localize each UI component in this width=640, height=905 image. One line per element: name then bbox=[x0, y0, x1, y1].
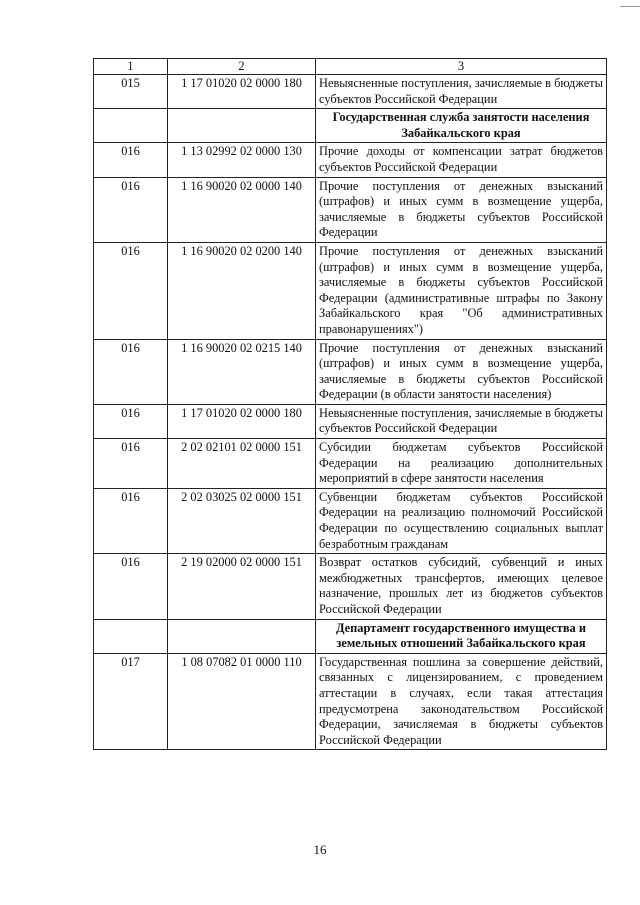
page-number: 16 bbox=[313, 842, 327, 857]
admin-code-cell: 016 bbox=[94, 554, 168, 619]
revenue-code-cell: 1 08 07082 01 0000 110 bbox=[168, 653, 316, 750]
section-heading-row bbox=[94, 109, 607, 143]
table-row bbox=[94, 143, 607, 177]
description-cell: Прочие поступления от денежных взысканий (штрафов) и иных сумм в возмещение ущерба, зачисляемые в бюджеты субъектов Российской Федерации bbox=[316, 177, 607, 242]
table-row bbox=[94, 488, 607, 553]
table-row bbox=[94, 404, 607, 438]
revenue-code-cell: 2 19 02000 02 0000 151 bbox=[168, 554, 316, 619]
admin-code-cell: 016 bbox=[94, 143, 168, 177]
description-cell: Невыясненные поступления, зачисляемые в бюджеты субъектов Российской Федерации bbox=[316, 404, 607, 438]
table-row bbox=[94, 339, 607, 404]
budget-revenue-table bbox=[93, 58, 607, 750]
revenue-code-cell: 1 16 90020 02 0215 140 bbox=[168, 339, 316, 404]
admin-code-cell: 016 bbox=[94, 439, 168, 489]
admin-code-cell: 017 bbox=[94, 653, 168, 750]
admin-code-cell: 015 bbox=[94, 75, 168, 109]
revenue-code-cell: 1 17 01020 02 0000 180 bbox=[168, 75, 316, 109]
empty-cell bbox=[94, 109, 168, 143]
revenue-code-cell: 2 02 02101 02 0000 151 bbox=[168, 439, 316, 489]
revenue-code-cell: 1 16 90020 02 0000 140 bbox=[168, 177, 316, 242]
revenue-code-cell: 2 02 03025 02 0000 151 bbox=[168, 488, 316, 553]
admin-code-cell: 016 bbox=[94, 242, 168, 339]
column-header-1: 1 bbox=[94, 59, 168, 75]
revenue-code-cell: 1 17 01020 02 0000 180 bbox=[168, 404, 316, 438]
table-row bbox=[94, 554, 607, 619]
description-cell: Государственная пошлина за совершение действий, связанных с лицензированием, с проведением аттестации в случаях, если такая аттестация предусмотрена законодательством Российской Федерации, зачисляемая в бюджеты субъектов Российской Федерации bbox=[316, 653, 607, 750]
revenue-code-cell: 1 13 02992 02 0000 130 bbox=[168, 143, 316, 177]
revenue-code-cell: 1 16 90020 02 0200 140 bbox=[168, 242, 316, 339]
column-header-3: 3 bbox=[316, 59, 607, 75]
empty-cell bbox=[168, 109, 316, 143]
admin-code-cell: 016 bbox=[94, 339, 168, 404]
table-row bbox=[94, 75, 607, 109]
administrator-heading: Государственная служба занятости населения Забайкальского края bbox=[316, 109, 607, 143]
header-row bbox=[94, 59, 607, 75]
section-heading-row bbox=[94, 619, 607, 653]
admin-code-cell: 016 bbox=[94, 488, 168, 553]
description-cell: Субвенции бюджетам субъектов Российской Федерации на реализацию полномочий Российской Федерации по осуществлению социальных выплат безработным гражданам bbox=[316, 488, 607, 553]
description-cell: Прочие поступления от денежных взысканий (штрафов) и иных сумм в возмещение ущерба, зачисляемые в бюджеты субъектов Российской Федерации (в области занятости населения) bbox=[316, 339, 607, 404]
table-row bbox=[94, 177, 607, 242]
empty-cell bbox=[168, 619, 316, 653]
description-cell: Возврат остатков субсидий, субвенций и иных межбюджетных трансфертов, имеющих целевое назначение, прошлых лет из бюджетов субъектов Российской Федерации bbox=[316, 554, 607, 619]
description-cell: Субсидии бюджетам субъектов Российской Федерации на реализацию дополнительных мероприятий в сфере занятости населения bbox=[316, 439, 607, 489]
column-header-2: 2 bbox=[168, 59, 316, 75]
description-cell: Прочие поступления от денежных взысканий (штрафов) и иных сумм в возмещение ущерба, зачисляемые в бюджеты субъектов Российской Федерации (административные штрафы по Закону Забайкальского края "Об административных правонарушениях") bbox=[316, 242, 607, 339]
table-row bbox=[94, 242, 607, 339]
description-cell: Прочие доходы от компенсации затрат бюджетов субъектов Российской Федерации bbox=[316, 143, 607, 177]
admin-code-cell: 016 bbox=[94, 177, 168, 242]
administrator-heading: Департамент государственного имущества и земельных отношений Забайкальского края bbox=[316, 619, 607, 653]
description-cell: Невыясненные поступления, зачисляемые в бюджеты субъектов Российской Федерации bbox=[316, 75, 607, 109]
table-row bbox=[94, 439, 607, 489]
admin-code-cell: 016 bbox=[94, 404, 168, 438]
corner-scan-mark bbox=[620, 6, 640, 7]
table-row bbox=[94, 653, 607, 750]
empty-cell bbox=[94, 619, 168, 653]
